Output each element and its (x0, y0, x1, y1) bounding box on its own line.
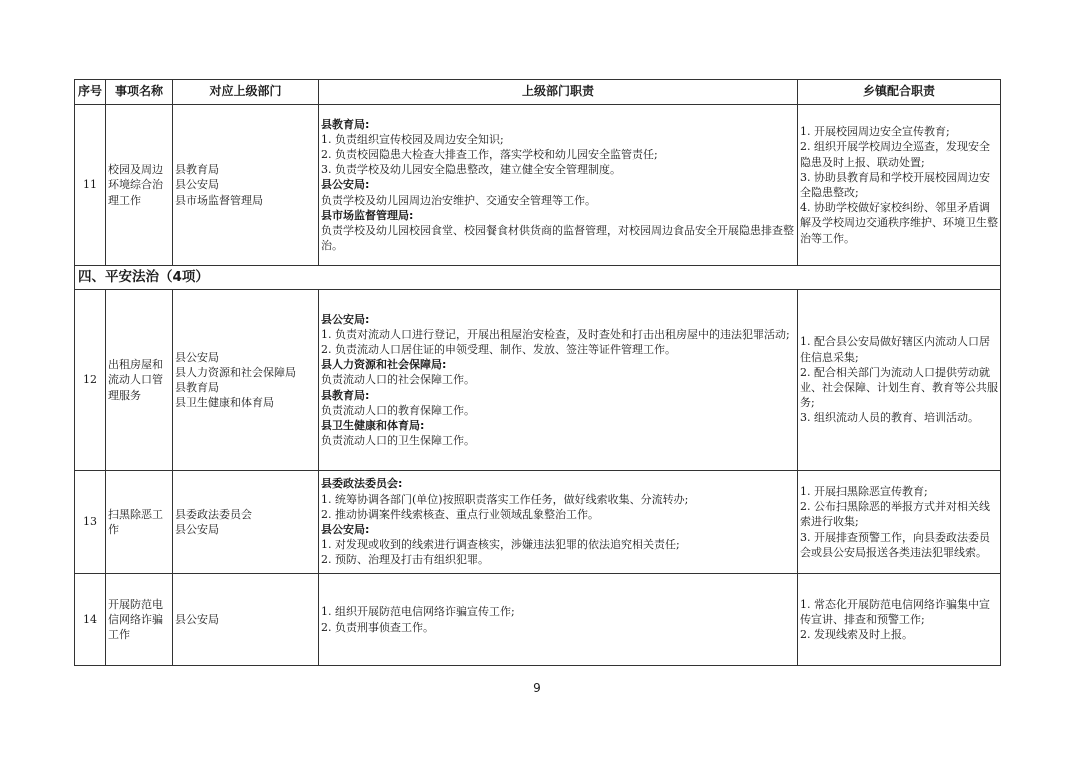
superior-duties (319, 105, 798, 266)
superior-depts (173, 105, 319, 266)
superior-duties (319, 290, 798, 471)
duty-line: 1. 对发现或收到的线索进行调查核实，涉嫌违法犯罪的依法追究相关责任; (321, 538, 680, 552)
item-name: 校园及周边环境综合治理工作 (106, 105, 173, 266)
row-number: 14 (75, 574, 106, 666)
page-number: 9 (533, 681, 541, 695)
table-row (75, 574, 1001, 666)
duty-line: 负责流动人口的教育保障工作。 (321, 403, 475, 417)
duty-line: 负责流动人口的社会保障工作。 (321, 373, 475, 387)
table-row (75, 471, 1001, 574)
coop-line: 2. 发现线索及时上报。 (800, 628, 913, 642)
duty-line: 2. 负责流动人口居住证的申领受理、制作、发放、签注等证件管理工作。 (321, 342, 676, 356)
coop-line: 3. 组织流动人员的教育、培训活动。 (800, 411, 979, 425)
duty-line: 1. 负责组织宣传校园及周边安全知识; (321, 132, 504, 146)
superior-depts (173, 471, 319, 574)
dept-name: 县市场监督管理局 (175, 193, 263, 207)
superior-duties (319, 471, 798, 574)
superior-depts (173, 574, 319, 666)
duty-dept-heading: 县教育局: (321, 388, 370, 402)
duty-line: 负责学校及幼儿园周边治安维护、交通安全管理等工作。 (321, 193, 596, 207)
item-name: 出租房屋和流动人口管理服务 (106, 290, 173, 471)
coop-line: 2. 组织开展学校周边全巡查，发现安全隐患及时上报、联动处置; (800, 140, 990, 169)
duty-line: 负责学校及幼儿园校园食堂、校园餐食材供货商的监督管理，对校园周边食品安全开展隐患排查整治。 (321, 224, 794, 253)
dept-name: 县公安局 (175, 350, 219, 364)
duty-table (74, 79, 1001, 666)
row-number: 13 (75, 471, 106, 574)
duty-line: 1. 组织开展防范电信网络诈骗宣传工作; (321, 605, 515, 619)
duty-line: 负责流动人口的卫生保障工作。 (321, 434, 475, 448)
coop-line: 1. 常态化开展防范电信网络诈骗集中宣传宣讲、排查和预警工作; (800, 597, 990, 626)
item-name: 开展防范电信网络诈骗工作 (106, 574, 173, 666)
table-header-row (75, 80, 1001, 105)
duty-line: 2. 推动协调案件线索核查、重点行业领域乱象整治工作。 (321, 507, 599, 521)
dept-name: 县公安局 (175, 612, 219, 626)
header-superior-duty: 上级部门职责 (319, 80, 798, 105)
header-item-name: 事项名称 (106, 80, 173, 105)
dept-name: 县人力资源和社会保障局 (175, 365, 296, 379)
township-duties (798, 105, 1001, 266)
township-duties (798, 290, 1001, 471)
dept-name: 县公安局 (175, 523, 219, 536)
duty-line: 1. 负责对流动人口进行登记，开展出租屋治安检查，及时查处和打击出租房屋中的违法犯罪活动; (321, 327, 790, 341)
coop-line: 3. 开展排查预警工作，向县委政法委员会或县公安局报送各类违法犯罪线索。 (800, 530, 990, 559)
header-superior-dept: 对应上级部门 (173, 80, 319, 105)
superior-duties (319, 574, 798, 666)
duty-line: 2. 负责刑事侦查工作。 (321, 620, 434, 634)
table-row (75, 105, 1001, 266)
township-duties (798, 574, 1001, 666)
duty-dept-heading: 县公安局: (321, 523, 370, 536)
duty-line: 2. 预防、治理及打击有组织犯罪。 (321, 553, 489, 567)
row-number: 12 (75, 290, 106, 471)
dept-name: 县公安局 (175, 178, 219, 192)
duty-dept-heading: 县市场监督管理局: (321, 208, 414, 222)
duty-dept-heading: 县公安局: (321, 312, 370, 326)
header-no: 序号 (75, 80, 106, 105)
row-number: 11 (75, 105, 106, 266)
duty-dept-heading: 县卫生健康和体育局: (321, 419, 425, 432)
section-row (75, 266, 1001, 290)
coop-line: 1. 配合县公安局做好辖区内流动人口居住信息采集; (800, 335, 990, 364)
superior-depts (173, 290, 319, 471)
dept-name: 县教育局 (175, 163, 219, 177)
duty-line: 1. 统筹协调各部门(单位)按照职责落实工作任务，做好线索收集、分流转办; (321, 492, 689, 506)
coop-line: 2. 公布扫黑除恶的举报方式并对相关线索进行收集; (800, 500, 990, 529)
dept-name: 县教育局 (175, 381, 219, 394)
duty-dept-heading: 县教育局: (321, 117, 370, 131)
header-township-duty: 乡镇配合职责 (798, 80, 1001, 105)
coop-line: 4. 协助学校做好家校纠纷、邻里矛盾调解及学校周边交通秩序维护、环境卫生整治等工作。 (800, 201, 998, 245)
township-duties (798, 471, 1001, 574)
section-title: 四、平安法治（4项） (75, 266, 1001, 290)
item-name: 扫黑除恶工作 (106, 471, 173, 574)
duty-dept-heading: 县委政法委员会: (321, 477, 403, 491)
coop-line: 3. 协助县教育局和学校开展校园周边安全隐患整改; (800, 170, 990, 199)
coop-line: 1. 开展扫黑除恶宣传教育; (800, 484, 928, 498)
coop-line: 2. 配合相关部门为流动人口提供劳动就业、社会保障、计划生育、教育等公共服务; (800, 365, 998, 410)
table-row (75, 290, 1001, 471)
duty-line: 2. 负责校园隐患大检查大排查工作，落实学校和幼儿园安全监管责任; (321, 147, 658, 161)
duty-line: 3. 负责学校及幼儿园安全隐患整改，建立健全安全管理制度。 (321, 163, 621, 177)
dept-name: 县卫生健康和体育局 (175, 396, 274, 410)
duty-dept-heading: 县人力资源和社会保障局: (321, 358, 447, 372)
coop-line: 1. 开展校园周边安全宣传教育; (800, 125, 950, 139)
duty-dept-heading: 县公安局: (321, 178, 370, 192)
dept-name: 县委政法委员会 (175, 507, 252, 521)
